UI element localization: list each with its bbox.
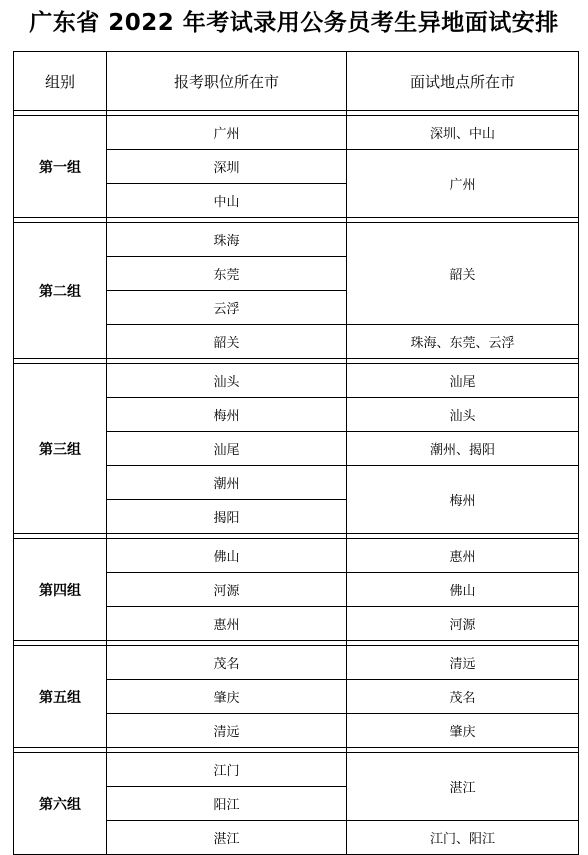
group-name: 第六组	[14, 753, 107, 855]
position-city: 阳江	[107, 787, 347, 821]
table-row	[14, 223, 579, 257]
position-city: 河源	[107, 573, 347, 607]
table-row	[14, 753, 579, 787]
group-name: 第三组	[14, 364, 107, 534]
venue-city: 潮州、揭阳	[347, 432, 579, 466]
position-city: 茂名	[107, 646, 347, 680]
position-city: 东莞	[107, 257, 347, 291]
venue-city: 广州	[347, 150, 579, 218]
position-city: 惠州	[107, 607, 347, 641]
venue-city: 深圳、中山	[347, 116, 579, 150]
venue-city: 惠州	[347, 539, 579, 573]
venue-city: 茂名	[347, 680, 579, 714]
venue-city: 肇庆	[347, 714, 579, 748]
venue-city: 清远	[347, 646, 579, 680]
position-city: 湛江	[107, 821, 347, 855]
position-city: 佛山	[107, 539, 347, 573]
position-city: 深圳	[107, 150, 347, 184]
table-header-row	[14, 52, 579, 111]
venue-city: 韶关	[347, 223, 579, 325]
position-city: 潮州	[107, 466, 347, 500]
group-name: 第四组	[14, 539, 107, 641]
venue-city: 湛江	[347, 753, 579, 821]
venue-city: 佛山	[347, 573, 579, 607]
position-city: 云浮	[107, 291, 347, 325]
venue-city: 梅州	[347, 466, 579, 534]
table-row	[14, 646, 579, 680]
position-city: 韶关	[107, 325, 347, 359]
venue-city: 汕头	[347, 398, 579, 432]
venue-city: 江门、阳江	[347, 821, 579, 855]
position-city: 肇庆	[107, 680, 347, 714]
table-row	[14, 116, 579, 150]
position-city: 珠海	[107, 223, 347, 257]
position-city: 广州	[107, 116, 347, 150]
venue-city: 河源	[347, 607, 579, 641]
group-name: 第一组	[14, 116, 107, 218]
group-name: 第二组	[14, 223, 107, 359]
header-group: 组别	[14, 52, 107, 111]
group-name: 第五组	[14, 646, 107, 748]
venue-city: 珠海、东莞、云浮	[347, 325, 579, 359]
table-row	[14, 539, 579, 573]
venue-city: 汕尾	[347, 364, 579, 398]
page-title: 广东省 2022 年考试录用公务员考生异地面试安排	[29, 10, 559, 36]
position-city: 揭阳	[107, 500, 347, 534]
position-city: 汕头	[107, 364, 347, 398]
position-city: 梅州	[107, 398, 347, 432]
position-city: 中山	[107, 184, 347, 218]
interview-schedule-table	[13, 51, 579, 855]
position-city: 江门	[107, 753, 347, 787]
table-row	[14, 364, 579, 398]
position-city: 汕尾	[107, 432, 347, 466]
position-city: 清远	[107, 714, 347, 748]
header-venue-city: 面试地点所在市	[347, 52, 579, 111]
header-position-city: 报考职位所在市	[107, 52, 347, 111]
